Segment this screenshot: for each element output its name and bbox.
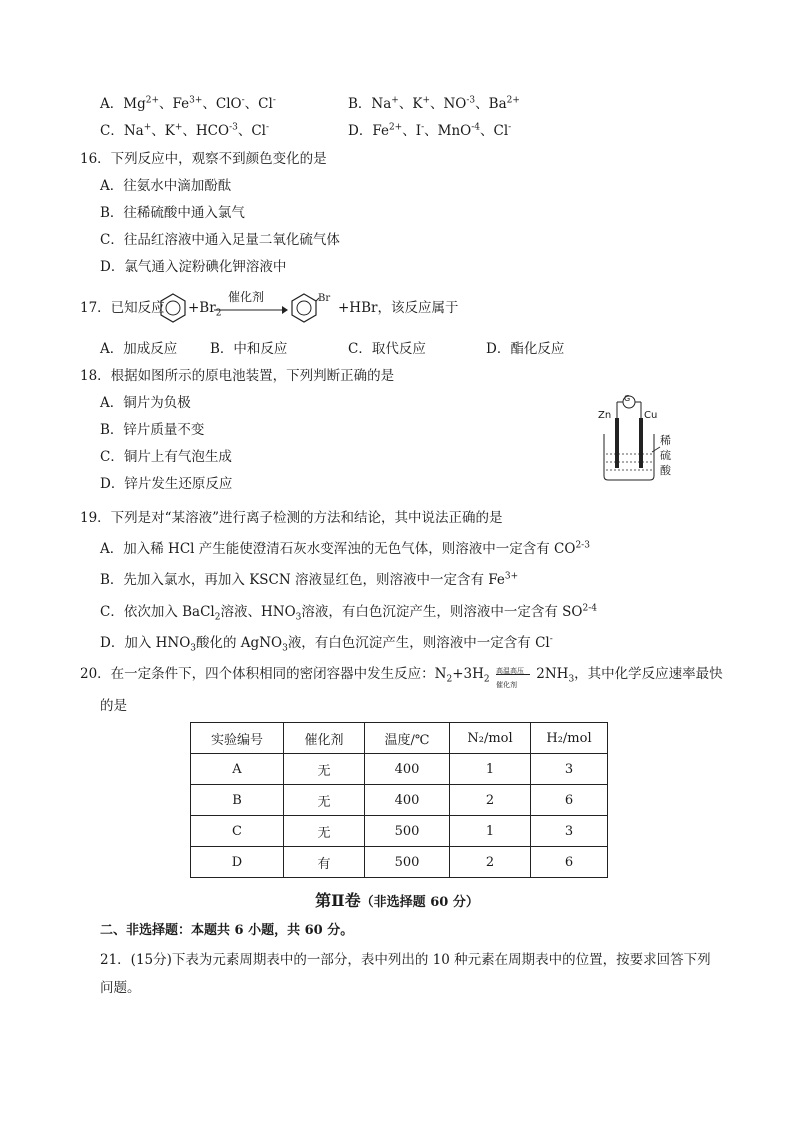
q17-suffix: +HBr，该反应属于 [338, 300, 459, 316]
cond-bottom: 催化剂 [495, 680, 517, 689]
q16-stem: 16．下列反应中，观察不到颜色变化的是 [80, 151, 327, 167]
acid-label-3: 酸 [660, 464, 671, 477]
q17-prefix: 17．已知反应 [80, 300, 165, 316]
table-header-row [191, 723, 608, 754]
table-row [191, 785, 608, 816]
q17-option-c: C．取代反应 [348, 341, 426, 357]
table-cell: D [191, 847, 284, 878]
benzene-ring-icon [158, 292, 188, 324]
q19-option-d: D．加入 $HNO_3$酸化的 AgNO$_3$液，有白色沉淀产生，则溶液中一定含有 Cl- [100, 634, 553, 654]
q19-option-b: B．先加入氯水，再加入 KSCN 溶液显红色，则溶液中一定含有 $Fe^{3+}$ [100, 571, 519, 588]
experiment-table [190, 722, 608, 878]
table-cell: 500 [365, 847, 450, 878]
table-cell: 1 [450, 754, 531, 785]
table-row [191, 754, 608, 785]
table-header-cell: N₂/mol [450, 723, 531, 754]
q15-option-a: A．$Mg^{2+}$、$Fe^{3+}$、ClO-、Cl- [100, 95, 276, 112]
table-cell: 无 [284, 785, 365, 816]
q18-option-a: A．铜片为负极 [100, 395, 191, 411]
table-header-cell: H₂/mol [531, 723, 608, 754]
table-header-cell: 温度/℃ [365, 723, 450, 754]
q19-option-c: C．依次加入 BaCl$_2$溶液、$HNO_3$溶液，有白色沉淀产生，则溶液中一定含有 SO$^{2-4}$ [100, 603, 597, 623]
q16-option-d: D．氯气通入淀粉碘化钾溶液中 [100, 259, 287, 275]
q20-stem-line2: 的是 [100, 698, 127, 714]
table-header-cell: 催化剂 [284, 723, 365, 754]
q15-option-c: C．Na+、K+、$HCO^{-3}$、Cl- [100, 122, 270, 139]
table-header-cell: 实验编号 [191, 723, 284, 754]
q18-option-c: C．铜片上有气泡生成 [100, 449, 232, 465]
table-cell: 2 [450, 847, 531, 878]
table-cell: 2 [450, 785, 531, 816]
q18-option-b: B．锌片质量不变 [100, 422, 205, 438]
section-2-title: 第Ⅱ卷（非选择题 60 分） [315, 891, 479, 910]
table-cell: 6 [531, 785, 608, 816]
q17-br2: $+Br_2$ [188, 300, 222, 319]
q19-stem: 19．下列是对“某溶液”进行离子检测的方法和结论，其中说法正确的是 [80, 510, 503, 526]
section-2-heading: 二、非选择题：本题共 6 小题，共 60 分。 [100, 923, 354, 938]
table-cell: 3 [531, 754, 608, 785]
q17-option-a: A．加成反应 [100, 341, 178, 357]
q17-br-label: Br [318, 293, 331, 304]
q17-catalyst-label: 催化剂 [228, 290, 265, 304]
cond-top: 高温高压 [495, 666, 524, 675]
galvanic-cell-drawing [596, 392, 686, 482]
table-row [191, 816, 608, 847]
acid-label-2: 硫 [660, 449, 671, 462]
q21-line1: 21．(15分)下表为元素周期表中的一部分，表中列出的 10 种元素在周期表中的位置，按要求回答下列 [100, 952, 711, 968]
table-cell: 无 [284, 816, 365, 847]
table-cell: 500 [365, 816, 450, 847]
table-cell: 6 [531, 847, 608, 878]
table-cell: 400 [365, 785, 450, 816]
galvanic-cell-figure [596, 392, 686, 482]
q15-option-d: D．$Fe^{2+}$、I-、MnO$^{-4}$、Cl- [348, 122, 512, 139]
zn-label: Zn [598, 410, 612, 421]
q16-option-a: A．往氨水中滴加酚酞 [100, 178, 232, 194]
q19-option-a: A．加入稀 HCl 产生能使澄清石灰水变浑浊的无色气体，则溶液中一定含有 CO$^{2-3}$ [100, 540, 590, 557]
table-cell: C [191, 816, 284, 847]
q18-option-d: D．锌片发生还原反应 [100, 476, 233, 492]
q15-option-b: B．Na+、K+、$NO^{-3}$、$Ba^{2+}$ [348, 95, 520, 112]
q17-option-d: D．酯化反应 [486, 341, 565, 357]
q18-stem: 18．根据如图所示的原电池装置，下列判断正确的是 [80, 368, 395, 384]
q16-option-c: C．往品红溶液中通入足量二氧化硫气体 [100, 232, 340, 248]
table-cell: 400 [365, 754, 450, 785]
table-cell: 有 [284, 847, 365, 878]
table-row [191, 847, 608, 878]
table-cell: 1 [450, 816, 531, 847]
reaction-arrow-icon [214, 305, 288, 315]
acid-label-1: 稀 [660, 434, 671, 447]
table-cell: 3 [531, 816, 608, 847]
q17-option-b: B．中和反应 [210, 341, 288, 357]
q20-stem: 20．在一定条件下，四个体积相同的密闭容器中发生反应：$N_2+3H_2$ 高温高压 催化剂 $2NH_3$，其中化学反应速率最快 [80, 665, 723, 684]
bromobenzene-ring-icon [289, 292, 319, 324]
q21-line2: 问题。 [100, 980, 141, 996]
equilibrium-line [496, 674, 530, 675]
galvanometer-label: G [624, 394, 631, 403]
cu-label: Cu [644, 410, 658, 421]
table-cell: A [191, 754, 284, 785]
table-cell: B [191, 785, 284, 816]
q16-option-b: B．往稀硫酸中通入氯气 [100, 205, 245, 221]
table-cell: 无 [284, 754, 365, 785]
equilibrium-condition [494, 666, 532, 689]
